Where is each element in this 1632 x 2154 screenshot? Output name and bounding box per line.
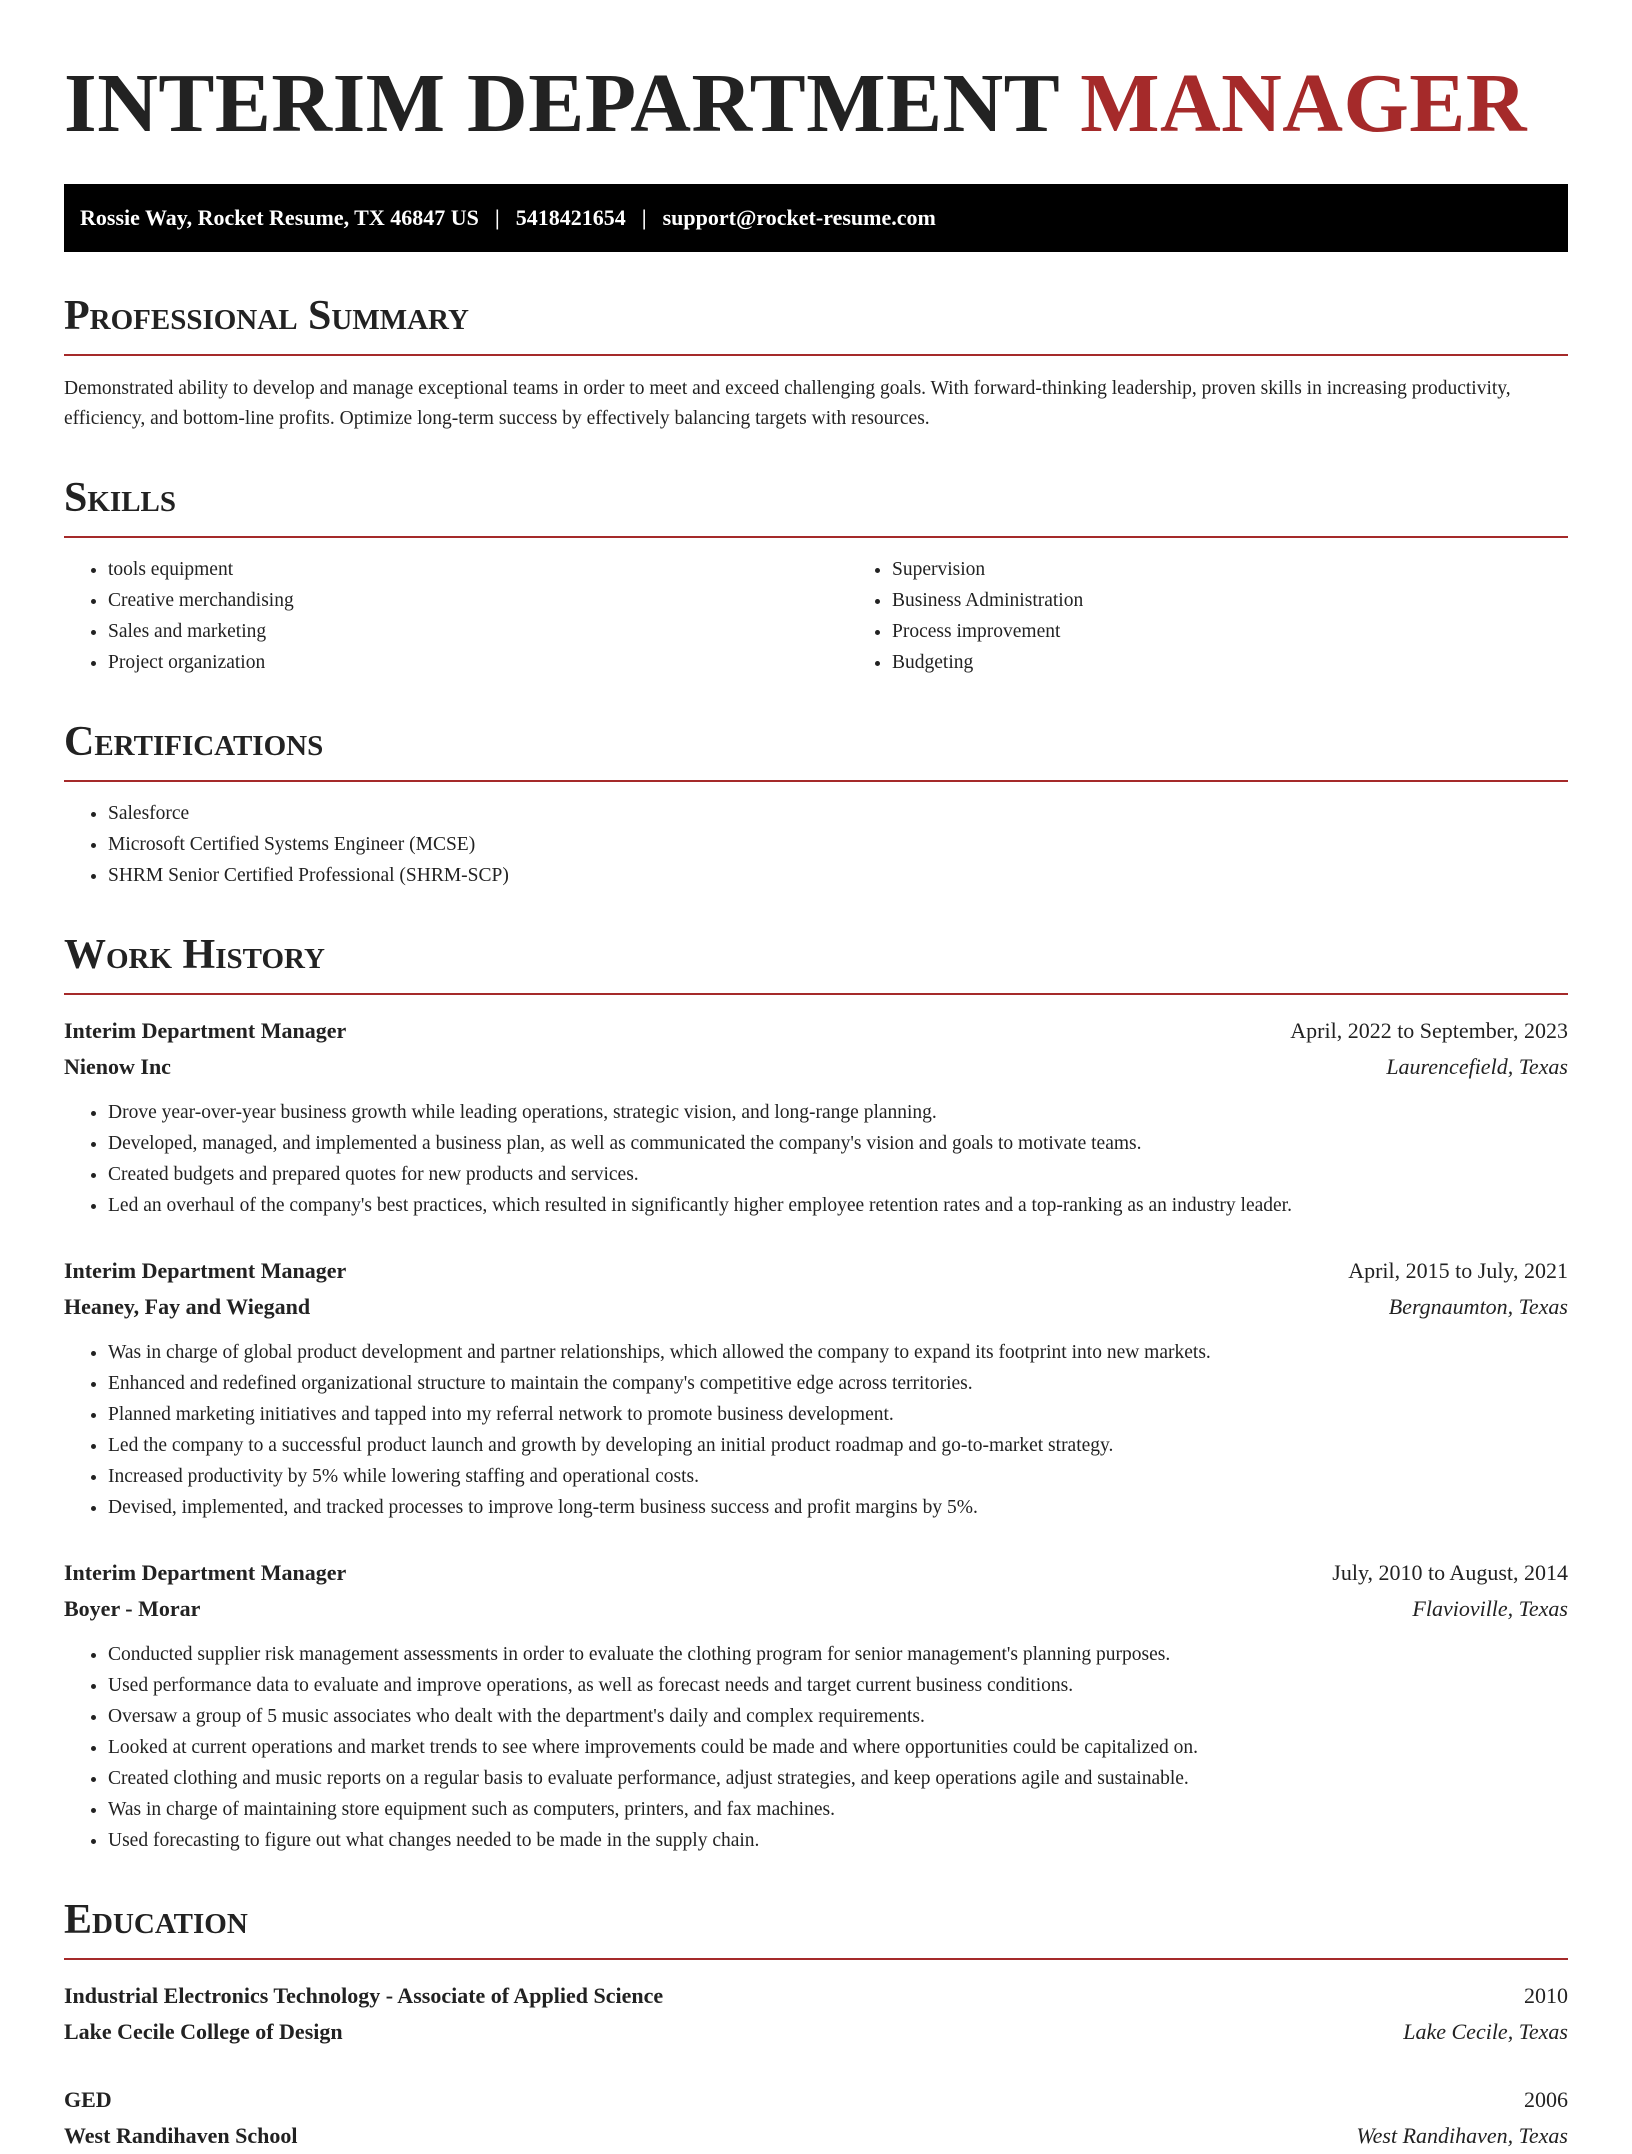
education-degree: GED xyxy=(64,2087,112,2112)
job-bullet: • Planned marketing initiatives and tapped into my referral network to promote business development. xyxy=(108,1399,1568,1430)
education-school: Lake Cecile College of Design xyxy=(64,2019,343,2044)
job-bullets xyxy=(64,1337,1568,1523)
job-bullet: • Increased productivity by 5% while lowering staffing and operational costs. xyxy=(108,1461,1568,1492)
job-bullet: • Conducted supplier risk management assessments in order to evaluate the clothing program for senior management's planning purposes. xyxy=(108,1639,1568,1670)
skills-section xyxy=(64,474,1568,678)
work-history-heading: Work History xyxy=(64,931,1568,995)
education-section xyxy=(64,1896,1568,2154)
skill-item: • Project organization xyxy=(108,647,848,678)
job-bullets xyxy=(64,1097,1568,1221)
job-bullet: • Led an overhaul of the company's best practices, which resulted in significantly higher employee retention rates and a top-ranking as an industry leader. xyxy=(108,1190,1568,1221)
summary-section xyxy=(64,292,1568,434)
job-bullet: • Enhanced and redefined organizational structure to maintain the company's competitive edge across territories. xyxy=(108,1368,1568,1399)
skill-item: • tools equipment xyxy=(108,554,848,585)
job-entry xyxy=(64,1013,1568,1221)
job-company: Boyer - Morar xyxy=(64,1596,201,1621)
title-main: INTERIM DEPARTMENT xyxy=(64,57,1059,150)
job-company-row xyxy=(64,1591,1568,1627)
education-entry xyxy=(64,2082,1568,2154)
job-bullet: • Used performance data to evaluate and improve operations, as well as forecast needs and target current business conditions. xyxy=(108,1670,1568,1701)
job-bullet: • Led the company to a successful product launch and growth by developing an initial product roadmap and go-to-market strategy. xyxy=(108,1430,1568,1461)
skill-item: • Budgeting xyxy=(892,647,1568,678)
job-title-row xyxy=(64,1253,1568,1289)
skill-item: • Sales and marketing xyxy=(108,616,848,647)
contact-email: support@rocket-resume.com xyxy=(662,205,936,230)
work-history-section xyxy=(64,931,1568,1856)
certification-item: • Salesforce xyxy=(108,798,1568,829)
job-location: Bergnaumton, Texas xyxy=(1388,1294,1568,1319)
job-title-row xyxy=(64,1013,1568,1049)
education-heading: Education xyxy=(64,1896,1568,1960)
job-bullet: • Used forecasting to figure out what changes needed to be made in the supply chain. xyxy=(108,1825,1568,1856)
education-school-row xyxy=(64,2118,1568,2154)
skills-heading: Skills xyxy=(64,474,1568,538)
job-bullet: • Created clothing and music reports on a regular basis to evaluate performance, adjust strategies, and keep operations agile and sustainable. xyxy=(108,1763,1568,1794)
contact-phone: 5418421654 xyxy=(515,205,626,230)
job-company: Heaney, Fay and Wiegand xyxy=(64,1294,311,1319)
job-bullet: • Looked at current operations and market trends to see where improvements could be made and where opportunities could be capitalized on. xyxy=(108,1732,1568,1763)
education-location: Lake Cecile, Texas xyxy=(1403,2019,1568,2044)
job-bullet: • Was in charge of maintaining store equipment such as computers, printers, and fax machines. xyxy=(108,1794,1568,1825)
skills-list-left xyxy=(64,554,848,678)
education-year: 2006 xyxy=(1524,2087,1568,2112)
education-location: West Randihaven, Texas xyxy=(1356,2123,1568,2148)
certification-item: • Microsoft Certified Systems Engineer (MCSE) xyxy=(108,829,1568,860)
contact-bar xyxy=(64,184,1568,252)
summary-heading: Professional Summary xyxy=(64,292,1568,356)
education-degree-row xyxy=(64,2082,1568,2118)
job-company-row xyxy=(64,1049,1568,1085)
education-school-row xyxy=(64,2014,1568,2050)
job-bullet: • Developed, managed, and implemented a business plan, as well as communicated the company's vision and goals to motivate teams. xyxy=(108,1128,1568,1159)
skills-list-right xyxy=(848,554,1568,678)
job-bullets xyxy=(64,1639,1568,1856)
skill-item: • Business Administration xyxy=(892,585,1568,616)
certifications-heading: Certifications xyxy=(64,718,1568,782)
job-company: Nienow Inc xyxy=(64,1054,171,1079)
skill-item: • Process improvement xyxy=(892,616,1568,647)
job-entry xyxy=(64,1253,1568,1523)
job-bullet: • Devised, implemented, and tracked processes to improve long-term business success and profit margins by 5%. xyxy=(108,1492,1568,1523)
job-dates: April, 2015 to July, 2021 xyxy=(1348,1258,1568,1283)
skills-grid xyxy=(64,538,1568,678)
contact-address: Rossie Way, Rocket Resume, TX 46847 US xyxy=(80,205,479,230)
certifications-list xyxy=(64,798,1568,891)
job-bullet: • Drove year-over-year business growth while leading operations, strategic vision, and long-range planning. xyxy=(108,1097,1568,1128)
job-title-row xyxy=(64,1555,1568,1591)
certifications-section xyxy=(64,718,1568,891)
education-school: West Randihaven School xyxy=(64,2123,298,2148)
summary-text: Demonstrated ability to develop and manage exceptional teams in order to meet and exceed challenging goals. With forward-thinking leadership, proven skills in increasing productivity, efficiency, and bottom-line profits. Optimize long-term success by effectively balancing targets with resources. xyxy=(64,378,1511,429)
job-location: Laurencefield, Texas xyxy=(1386,1054,1568,1079)
job-title: Interim Department Manager xyxy=(64,1560,347,1585)
contact-separator: | xyxy=(641,205,647,230)
certification-item: • SHRM Senior Certified Professional (SHRM-SCP) xyxy=(108,860,1568,891)
job-dates: July, 2010 to August, 2014 xyxy=(1332,1560,1568,1585)
skill-item: • Creative merchandising xyxy=(108,585,848,616)
job-bullet: • Created budgets and prepared quotes for new products and services. xyxy=(108,1159,1568,1190)
job-bullet: • Was in charge of global product development and partner relationships, which allowed the company to expand its footprint into new markets. xyxy=(108,1337,1568,1368)
job-company-row xyxy=(64,1289,1568,1325)
job-title: Interim Department Manager xyxy=(64,1258,347,1283)
job-title: Interim Department Manager xyxy=(64,1018,347,1043)
job-bullet: • Oversaw a group of 5 music associates who dealt with the department's daily and complex requirements. xyxy=(108,1701,1568,1732)
job-location: Flavioville, Texas xyxy=(1412,1596,1568,1621)
job-dates: April, 2022 to September, 2023 xyxy=(1290,1018,1568,1043)
education-degree: Industrial Electronics Technology - Associate of Applied Science xyxy=(64,1983,664,2008)
title-accent: MANAGER xyxy=(1080,57,1527,150)
contact-separator: | xyxy=(494,205,500,230)
job-entry xyxy=(64,1555,1568,1856)
education-year: 2010 xyxy=(1524,1983,1568,2008)
skill-item: • Supervision xyxy=(892,554,1568,585)
education-degree-row xyxy=(64,1978,1568,2014)
resume-title xyxy=(64,0,1568,150)
education-entry xyxy=(64,1978,1568,2050)
